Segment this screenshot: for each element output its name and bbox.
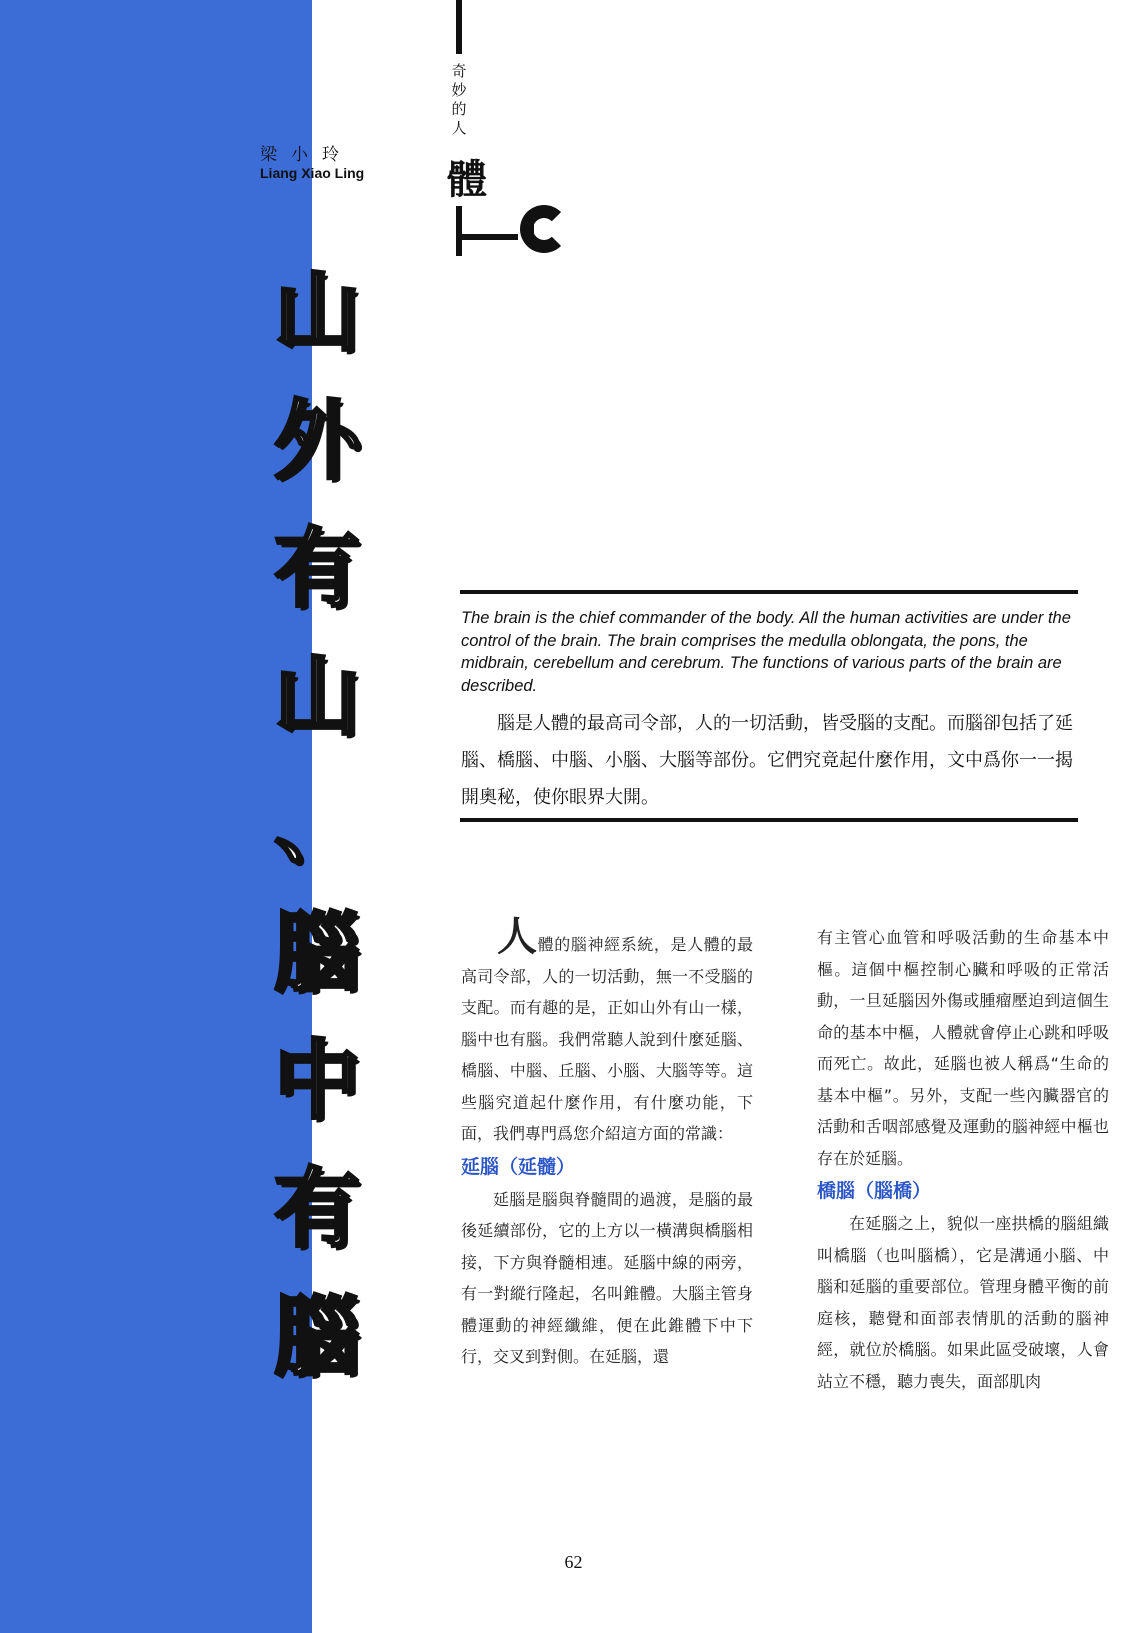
series-logo-bar xyxy=(524,218,534,240)
title-char: 腦 xyxy=(274,1287,360,1387)
title-char: 中 xyxy=(274,1031,360,1131)
section-text-medulla: 延腦是腦與脊髓間的過渡，是腦的最後延續部份，它的上方以一橫溝與橋腦相接，下方與脊髓相連。延腦中線的兩旁，有一對縱行隆起，名叫錐體。大腦主管身體運動的神經纖維，便在此錐體下中下行，交叉到對側。在延腦，還 xyxy=(461,1189,753,1366)
section-heading-medulla: 延腦（延髓） xyxy=(461,1155,576,1178)
series-title-big-char: 體 xyxy=(447,157,487,203)
title-char: 、 xyxy=(274,775,360,875)
title-char: 有 xyxy=(274,1159,360,1259)
author-name-cn: 梁小玲 xyxy=(260,145,353,165)
page-number: 62 xyxy=(564,1552,583,1572)
article-title xyxy=(262,263,372,1422)
title-char: 山 xyxy=(274,263,360,363)
section-heading-pons: 橋腦（腦橋） xyxy=(817,1180,932,1202)
section-text-medulla-continued: 有主管心血管和呼吸活動的生命基本中樞。這個中樞控制心臟和呼吸的正常活動，一旦延腦因外傷或腫瘤壓迫到這個生命的基本中樞，人體就會停止心跳和呼吸而死亡。故此，延腦也被人稱爲“生命的基本中樞”。另外，支配一些內臟器官的活動和舌咽部感覺及運動的腦神經中樞也存在於延腦。 xyxy=(817,928,1109,1168)
author-name-en: Liang Xiao Ling xyxy=(260,165,365,181)
title-char: 有 xyxy=(274,519,360,619)
series-title: 奇妙的人 xyxy=(451,62,467,137)
body-column-left xyxy=(461,914,753,1373)
series-logo-bar xyxy=(456,206,462,256)
title-char: 腦 xyxy=(274,903,360,1003)
series-logo-bar xyxy=(456,234,518,240)
summary-rule-bottom xyxy=(460,818,1078,822)
title-char: 山 xyxy=(274,647,360,747)
summary-chinese: 腦是人體的最高司令部，人的一切活動，皆受腦的支配。而腦卻包括了延腦、橋腦、中腦、小腦、大腦等部份。它們究竟起什麼作用，文中爲你一一揭開奧秘，使你眼界大開。 xyxy=(461,713,1073,808)
intro-paragraph xyxy=(461,914,753,1150)
body-column-right xyxy=(817,922,1109,1397)
title-char: 外 xyxy=(274,391,360,491)
section-text-pons: 在延腦之上，貌似一座拱橋的腦組織叫橋腦（也叫腦橋），它是溝通小腦、中腦和延腦的重要部位。管理身體平衡的前庭核，聽覺和面部表情肌的活動的腦神經，就位於橋腦。如果此區受破壞，人會站立不穩，聽力喪失，面部肌肉 xyxy=(817,1214,1109,1391)
author-block xyxy=(260,145,364,181)
summary-rule-top xyxy=(460,590,1078,594)
drop-cap: 人 xyxy=(497,914,538,960)
series-logo-bar xyxy=(456,0,462,54)
intro-text: 體的腦神經系統，是人體的最高司令部，人的一切活動，無一不受腦的支配。而有趣的是，正如山外有山一樣，腦中也有腦。我們常聽人說到什麼延腦、橋腦、中腦、丘腦、小腦、大腦等等。這些腦究道起什麼作用，有什麼功能，下面，我們專門爲您介紹這方面的常識： xyxy=(461,935,753,1143)
summary-english: The brain is the chief commander of the body. All the human activities are under the control of the brain. The brain comprises the medulla oblongata, the pons, the midbrain, cerebellum and cerebrum. The functions of various parts of the brain are described. xyxy=(461,609,1071,695)
